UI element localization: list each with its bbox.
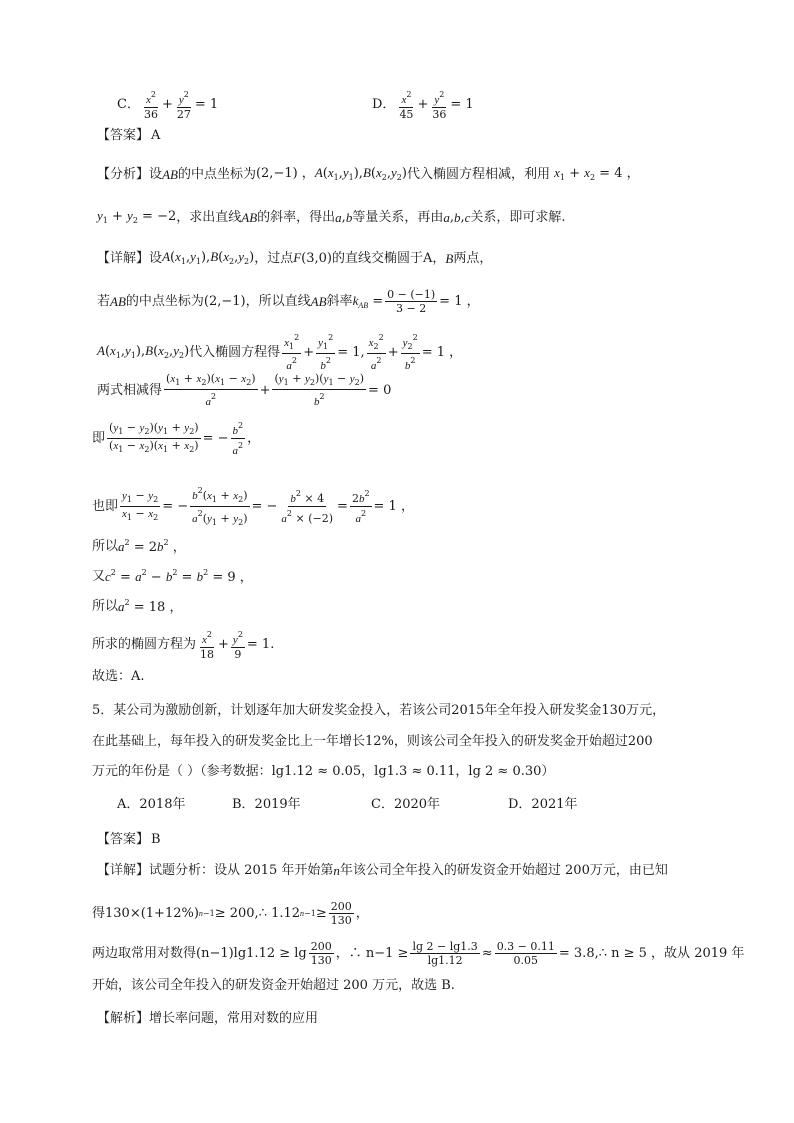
answer-tag: 【 答案 】 [97,833,149,846]
option-b: B．2019年 [232,797,301,812]
fraction: $\frac{y_2^2}{b^2}$ [402,333,418,372]
q5-analysis: 【 解析 】 增长率问题，常用对数的应用 [97,1012,318,1025]
q5-answer [97,833,161,846]
q4-conclusion: 故选：A. [92,669,145,684]
fraction: $\frac{x^2}{45}$ [399,90,414,121]
fraction: $\frac{x_1^2}{a^2}$ [284,333,300,372]
fraction: $\frac{0 - (-1)}{3 - 2}$ [387,288,436,315]
q4-detail-line-10: 所求的椭圆方程为 $\frac{x^2}{18}$ + $\frac{y^2}{9}$ = 1. [92,630,275,661]
q4-detail-line-8: 又 $c^2 = a^2 - b^2 = b^2 = 9$ ， [92,568,253,585]
option-c: C．2020年 [371,797,441,812]
option-c: C． $\frac{x^2}{36}$ + $\frac{y^2}{27}$ = 1 [117,90,219,121]
fraction: $\frac{(y_1 + y_2)(y_1 - y_2)}{b^2}$ [274,372,365,408]
q4-analysis-line-2: $y_1 + y_2 = -2$ ，求出直线 AB 的斜率，得出 a , b 等量关系，再由 a , b , c 关系，即可求解. [97,208,566,225]
q5-detail-line-2: 得130×(1+12%) n−1 ≥ 200,∴ 1.12 n−1 ≥ $\frac{200}{130}$ ， [92,900,369,927]
fraction: $\frac{y^2}{9}$ [232,630,243,661]
fraction: $\frac{b^2(x_1 + x_2)}{a^2(y_1 + y_2)}$ [192,486,248,527]
fraction: $\frac{\lg 2 - \lg 1.3}{\lg 1.12}$ [412,940,478,967]
answer-value: B [151,832,161,847]
q4-detail-line-6: 也即 $\frac{y_1 - y_2}{x_1 - x_2}$ = − $\frac{b^2(x_1 + x_2)}{a^2(y_1 + y_2)}$ = − $\frac{b^2 \times 4}{a^2 \times (-2)}$ = $\frac{2b^2}{a^2}$ = 1 ， [92,486,414,527]
fraction: $\frac{y^2}{27}$ [176,90,191,121]
q5-detail-line-1: 【 详解 】 试题分析：设从 2015 年开始第 n 年该公司全年投入的研发资金开始超过 200万元，由已知 [97,864,668,877]
q4-detail-line-5: 即 $\frac{(y_1 - y_2)(y_1 + y_2)}{(x_1 - x_2)(x_1 + x_2)}$ = − $\frac{b^2}{a^2}$ ， [92,421,261,457]
fraction: $\frac{y_1^2}{b^2}$ [318,333,334,372]
fraction: $\frac{x_2^2}{a^2}$ [368,333,384,372]
q4-detail-line-9: 所以 $a^2 = 18$ ， [92,598,183,615]
q5-stem-line-2: 在此基础上，每年投入的研发奖金比上一年增长12%，则该公司全年投入的研发奖金开始超过200 [92,734,653,749]
q5-stem-line-3: 万元的年份是（ ）（参考数据：lg1.12 ≈ 0.05，lg1.3 ≈ 0.11，lg 2 ≈ 0.30） [92,764,555,779]
q4-detail-line-7: 所以 $a^2 = 2b^2$ ， [92,538,186,555]
fraction: $\frac{y_1 - y_2}{x_1 - x_2}$ [122,489,159,522]
answer-tag: 【 答案 】 [97,129,149,142]
q4-analysis-line-1: 【 分析 】 设 AB 的中点坐标为 (2,−1) ，$A(x_1,y_1),B(x_2,y_2)$ 代入椭圆方程相减，利用 $x_1 + x_2 = 4$ ， [97,166,640,182]
q5-options [117,798,578,811]
fraction: $\frac{0.3 - 0.11}{0.05}$ [496,940,555,967]
option-d: D．2021年 [508,797,578,812]
q4-detail-line-4: 两式相减得 $\frac{(x_1 + x_2)(x_1 - x_2)}{a^2}$ + $\frac{(y_1 + y_2)(y_1 - y_2)}{b^2}$ = 0 [97,372,392,408]
fraction: $\frac{b^2}{a^2}$ [232,421,244,457]
fraction: $\frac{b^2 \times 4}{a^2 \times (-2)}$ [281,489,334,525]
fraction: $\frac{x^2}{36}$ [143,90,158,121]
fraction: $\frac{(y_1 - y_2)(y_1 + y_2)}{(x_1 - x_2)(x_1 + x_2)}$ [109,421,199,454]
option-a: A．2018年 [117,797,186,812]
q5-detail-line-3: 两边取常用对数得(n−1)lg1.12 ≥ lg $\frac{200}{130}$ ，∴ n−1 ≥ $\frac{\lg 2 - \lg 1.3}{\lg 1.12}$ ≈ $\frac{0.3 - 0.11}{0.05}$ = 3.8,∴ n ≥ 5 ，故从 2019 年 [92,940,745,967]
fraction: $\frac{(x_1 + x_2)(x_1 - x_2)}{a^2}$ [166,372,256,408]
q4-detail-line-3: $A(x_1,y_1),B(x_2,y_2)$ 代入椭圆方程得 $\frac{x_1^2}{a^2}$ + $\frac{y_1^2}{b^2}$ = 1, $\frac{x_2^2}{a^2}$ + $\frac{y_2^2}{b^2}$ = 1 ， [97,333,463,372]
fraction: $\frac{2b^2}{a^2}$ [351,489,370,525]
q4-answer [97,129,160,142]
fraction: $\frac{y^2}{36}$ [432,90,447,121]
q4-detail-line-1: 【 详解 】 设 $A(x_1,y_1),B(x_2,y_2)$ ，过点 F(3,0) 的直线交椭圆于A， B 两点， [97,250,492,266]
fraction: $\frac{x^2}{18}$ [200,630,215,661]
option-d: D． $\frac{x^2}{45}$ + $\frac{y^2}{36}$ = 1 [372,90,474,121]
fraction: $\frac{200}{130}$ [330,900,352,927]
answer-value: A [151,128,161,143]
q4-detail-line-2: 若 AB 的中点坐标为 (2,−1) ，所以直线 AB 斜率 $k_{AB}$ = $\frac{0 - (-1)}{3 - 2}$ = 1 ， [97,288,480,315]
q5-stem-line-1: 5．某公司为激励创新，计划逐年加大研发奖金投入，若该公司2015年全年投入研发奖金130万元， [92,703,666,718]
fraction: $\frac{200}{130}$ [310,940,332,967]
q5-detail-line-4: 开始，该公司全年投入的研发资金开始超过 200 万元，故选 B. [92,978,455,993]
